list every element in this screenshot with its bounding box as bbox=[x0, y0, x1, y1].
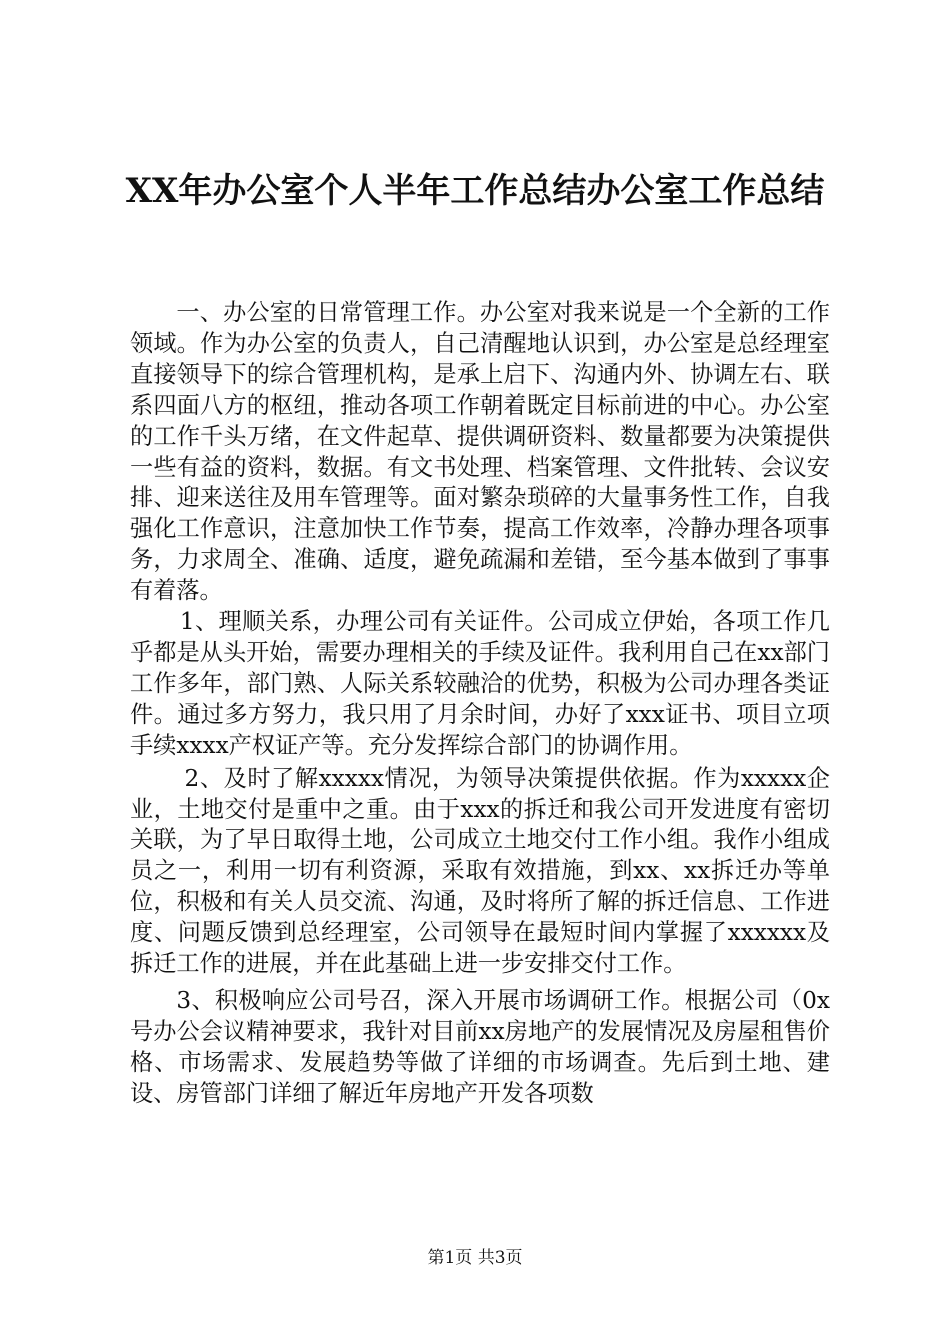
document-title: XX年办公室个人半年工作总结办公室工作总结 bbox=[125, 171, 825, 211]
paragraph-office-daily-management: 一、办公室的日常管理工作。办公室对我来说是一个全新的工作领域。作为办公室的负责人，自己清醒地认识到，办公室是总经理室直接领导下的综合管理机构，是承上启下、沟通内外、协调左右、联系四面八方的枢纽，推动各项工作朝着既定目标前进的中心。办公室的工作千头万绪，在文件起草、提供调研资料、数量都要为决策提供一些有益的资料，数据。有文书处理、档案管理、文件批转、会议安排、迎来送往及用车管理等。面对繁杂琐碎的大量事务性工作，自我强化工作意识，注意加快工作节奏，提高工作效率，冷静办理各项事务，力求周全、准确、适度，避免疏漏和差错，至今基本做到了事事有着落。 bbox=[130, 299, 830, 605]
paragraph-market-research: 3、积极响应公司号召，深入开展市场调研工作。根据公司（0x号办公会议精神要求，我针对目前xx房地产的发展情况及房屋租售价格、市场需求、发展趋势等做了详细的市场调查。先后到土地、建设、房管部门详细了解近年房地产开发各项数 bbox=[130, 986, 830, 1107]
paragraph-land-delivery: 2、及时了解xxxxx情况，为领导决策提供依据。作为xxxxx企业，土地交付是重中之重。由于xxx的拆迁和我公司开发进度有密切关联，为了早日取得土地，公司成立土地交付工作小组。我作小组成员之一，利用一切有利资源，采取有效措施，到xx、xx拆迁办等单位，积极和有关人员交流、沟通，及时将所了解的拆迁信息、工作进度、问题反馈到总经理室，公司领导在最短时间内掌握了xxxxxx及拆迁工作的进展，并在此基础上进一步安排交付工作。 bbox=[130, 764, 830, 978]
page-number-footer: 第1页 共3页 bbox=[427, 1248, 523, 1268]
document-body bbox=[130, 298, 830, 1110]
paragraph-certificates: 1、理顺关系，办理公司有关证件。公司成立伊始，各项工作几乎都是从头开始，需要办理相关的手续及证件。我利用自己在xx部门工作多年，部门熟、人际关系较融洽的优势，积极为公司办理各类证件。通过多方努力，我只用了月余时间，办好了xxx证书、项目立项手续xxxx产权证产等。充分发挥综合部门的协调作用。 bbox=[130, 608, 830, 759]
